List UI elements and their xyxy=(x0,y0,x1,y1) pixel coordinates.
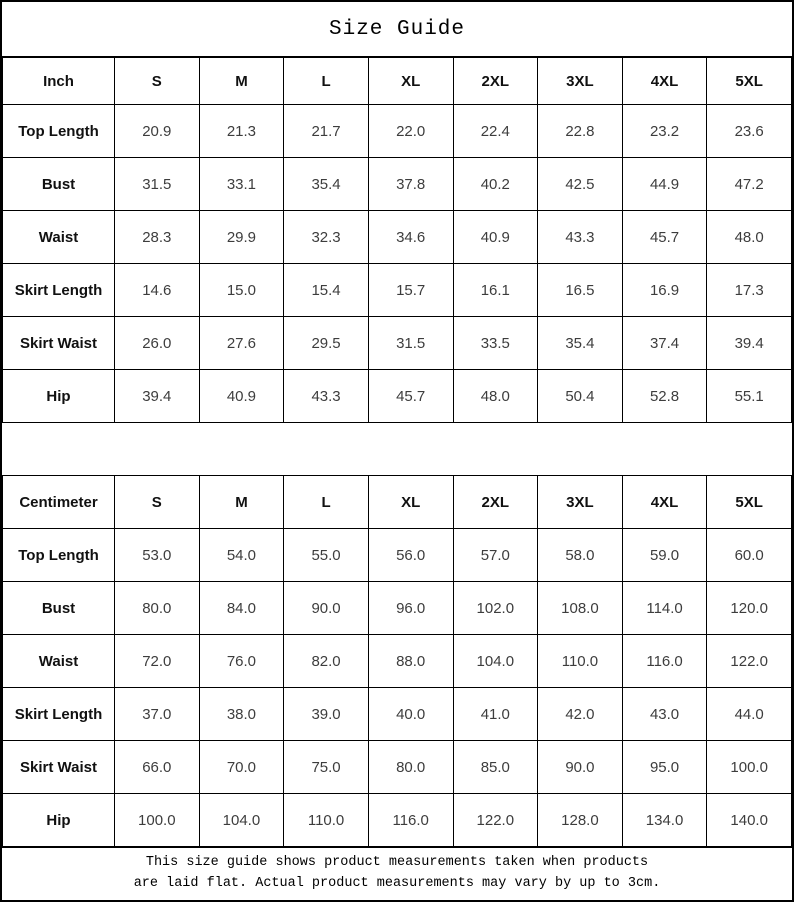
size-header: S xyxy=(115,58,200,105)
measurement-value: 33.5 xyxy=(453,317,538,370)
table-row xyxy=(3,105,792,158)
measurement-value: 47.2 xyxy=(707,158,792,211)
measurement-value: 128.0 xyxy=(538,794,623,847)
measurement-value: 29.9 xyxy=(199,211,284,264)
measurement-value: 96.0 xyxy=(368,582,453,635)
measurement-value: 58.0 xyxy=(538,529,623,582)
measurement-value: 37.4 xyxy=(622,317,707,370)
measurement-value: 48.0 xyxy=(453,370,538,423)
measurement-value: 37.8 xyxy=(368,158,453,211)
table-row xyxy=(3,582,792,635)
measurement-value: 140.0 xyxy=(707,794,792,847)
measurement-value: 32.3 xyxy=(284,211,369,264)
measurement-value: 80.0 xyxy=(115,582,200,635)
size-header: M xyxy=(199,476,284,529)
measurement-value: 104.0 xyxy=(199,794,284,847)
measurement-value: 31.5 xyxy=(368,317,453,370)
measurement-value: 23.6 xyxy=(707,105,792,158)
measurement-value: 33.1 xyxy=(199,158,284,211)
measurement-value: 38.0 xyxy=(199,688,284,741)
measurement-value: 17.3 xyxy=(707,264,792,317)
measurement-value: 43.3 xyxy=(284,370,369,423)
measurement-label: Waist xyxy=(3,635,115,688)
measurement-value: 82.0 xyxy=(284,635,369,688)
table-row xyxy=(3,211,792,264)
size-header: 3XL xyxy=(538,476,623,529)
measurement-value: 85.0 xyxy=(453,741,538,794)
measurement-value: 56.0 xyxy=(368,529,453,582)
measurement-value: 40.0 xyxy=(368,688,453,741)
measurement-value: 110.0 xyxy=(538,635,623,688)
unit-header: Inch xyxy=(3,58,115,105)
measurement-value: 43.0 xyxy=(622,688,707,741)
size-header: 3XL xyxy=(538,58,623,105)
measurement-value: 44.0 xyxy=(707,688,792,741)
size-header: L xyxy=(284,58,369,105)
footnote-line-2: are laid flat. Actual product measurements may vary by up to 3cm. xyxy=(133,876,661,891)
size-header: 5XL xyxy=(707,476,792,529)
size-header: XL xyxy=(368,476,453,529)
measurement-value: 16.1 xyxy=(453,264,538,317)
measurement-value: 39.4 xyxy=(707,317,792,370)
measurement-label: Hip xyxy=(3,794,115,847)
measurement-value: 100.0 xyxy=(707,741,792,794)
measurement-value: 59.0 xyxy=(622,529,707,582)
measurement-value: 100.0 xyxy=(115,794,200,847)
measurement-value: 22.8 xyxy=(538,105,623,158)
measurement-label: Top Length xyxy=(3,529,115,582)
size-header: 4XL xyxy=(622,58,707,105)
measurement-value: 60.0 xyxy=(707,529,792,582)
measurement-value: 57.0 xyxy=(453,529,538,582)
measurement-value: 21.7 xyxy=(284,105,369,158)
measurement-value: 72.0 xyxy=(115,635,200,688)
measurement-value: 16.5 xyxy=(538,264,623,317)
measurement-value: 134.0 xyxy=(622,794,707,847)
measurement-value: 76.0 xyxy=(199,635,284,688)
table-row xyxy=(3,688,792,741)
measurement-value: 35.4 xyxy=(284,158,369,211)
measurement-label: Skirt Length xyxy=(3,688,115,741)
footnote xyxy=(2,847,792,900)
measurement-value: 35.4 xyxy=(538,317,623,370)
size-header: M xyxy=(199,58,284,105)
measurement-value: 50.4 xyxy=(538,370,623,423)
measurement-value: 102.0 xyxy=(453,582,538,635)
measurement-value: 75.0 xyxy=(284,741,369,794)
table-gap xyxy=(2,423,792,475)
measurement-value: 40.9 xyxy=(199,370,284,423)
measurement-value: 15.0 xyxy=(199,264,284,317)
measurement-label: Skirt Waist xyxy=(3,741,115,794)
size-table-centimeter xyxy=(2,475,792,847)
table-row xyxy=(3,529,792,582)
measurement-value: 114.0 xyxy=(622,582,707,635)
measurement-value: 122.0 xyxy=(453,794,538,847)
measurement-value: 40.9 xyxy=(453,211,538,264)
measurement-value: 29.5 xyxy=(284,317,369,370)
measurement-value: 80.0 xyxy=(368,741,453,794)
table-row xyxy=(3,794,792,847)
measurement-value: 88.0 xyxy=(368,635,453,688)
measurement-value: 95.0 xyxy=(622,741,707,794)
measurement-value: 116.0 xyxy=(622,635,707,688)
measurement-value: 15.7 xyxy=(368,264,453,317)
measurement-value: 116.0 xyxy=(368,794,453,847)
measurement-value: 34.6 xyxy=(368,211,453,264)
measurement-value: 110.0 xyxy=(284,794,369,847)
measurement-value: 90.0 xyxy=(284,582,369,635)
measurement-value: 28.3 xyxy=(115,211,200,264)
table-row xyxy=(3,741,792,794)
measurement-value: 15.4 xyxy=(284,264,369,317)
size-header: 2XL xyxy=(453,476,538,529)
measurement-value: 41.0 xyxy=(453,688,538,741)
measurement-value: 84.0 xyxy=(199,582,284,635)
measurement-value: 45.7 xyxy=(368,370,453,423)
measurement-value: 45.7 xyxy=(622,211,707,264)
measurement-value: 122.0 xyxy=(707,635,792,688)
measurement-label: Bust xyxy=(3,158,115,211)
measurement-value: 55.1 xyxy=(707,370,792,423)
table-row xyxy=(3,370,792,423)
measurement-value: 16.9 xyxy=(622,264,707,317)
unit-header: Centimeter xyxy=(3,476,115,529)
size-table-header-row xyxy=(3,58,792,105)
measurement-value: 37.0 xyxy=(115,688,200,741)
measurement-value: 55.0 xyxy=(284,529,369,582)
table-row xyxy=(3,635,792,688)
measurement-value: 70.0 xyxy=(199,741,284,794)
measurement-label: Skirt Length xyxy=(3,264,115,317)
measurement-value: 39.4 xyxy=(115,370,200,423)
size-table-header-row xyxy=(3,476,792,529)
measurement-value: 120.0 xyxy=(707,582,792,635)
table-row xyxy=(3,264,792,317)
measurement-value: 27.6 xyxy=(199,317,284,370)
measurement-value: 31.5 xyxy=(115,158,200,211)
measurement-value: 66.0 xyxy=(115,741,200,794)
measurement-value: 40.2 xyxy=(453,158,538,211)
measurement-value: 44.9 xyxy=(622,158,707,211)
size-header: 4XL xyxy=(622,476,707,529)
measurement-value: 90.0 xyxy=(538,741,623,794)
measurement-value: 22.0 xyxy=(368,105,453,158)
measurement-value: 48.0 xyxy=(707,211,792,264)
measurement-value: 54.0 xyxy=(199,529,284,582)
measurement-value: 53.0 xyxy=(115,529,200,582)
measurement-label: Hip xyxy=(3,370,115,423)
measurement-value: 21.3 xyxy=(199,105,284,158)
size-header: 5XL xyxy=(707,58,792,105)
measurement-value: 23.2 xyxy=(622,105,707,158)
measurement-value: 39.0 xyxy=(284,688,369,741)
measurement-value: 52.8 xyxy=(622,370,707,423)
table-row xyxy=(3,158,792,211)
size-header: L xyxy=(284,476,369,529)
size-header: S xyxy=(115,476,200,529)
measurement-label: Top Length xyxy=(3,105,115,158)
size-header: XL xyxy=(368,58,453,105)
measurement-value: 43.3 xyxy=(538,211,623,264)
measurement-value: 108.0 xyxy=(538,582,623,635)
measurement-value: 22.4 xyxy=(453,105,538,158)
footnote-line-1: This size guide shows product measurements taken when products xyxy=(145,855,649,871)
measurement-label: Bust xyxy=(3,582,115,635)
size-table-inch xyxy=(2,57,792,423)
measurement-value: 104.0 xyxy=(453,635,538,688)
size-header: 2XL xyxy=(453,58,538,105)
table-row xyxy=(3,317,792,370)
measurement-label: Waist xyxy=(3,211,115,264)
page-title: Size Guide xyxy=(2,2,792,57)
measurement-value: 20.9 xyxy=(115,105,200,158)
measurement-label: Skirt Waist xyxy=(3,317,115,370)
measurement-value: 42.5 xyxy=(538,158,623,211)
measurement-value: 14.6 xyxy=(115,264,200,317)
measurement-value: 26.0 xyxy=(115,317,200,370)
measurement-value: 42.0 xyxy=(538,688,623,741)
